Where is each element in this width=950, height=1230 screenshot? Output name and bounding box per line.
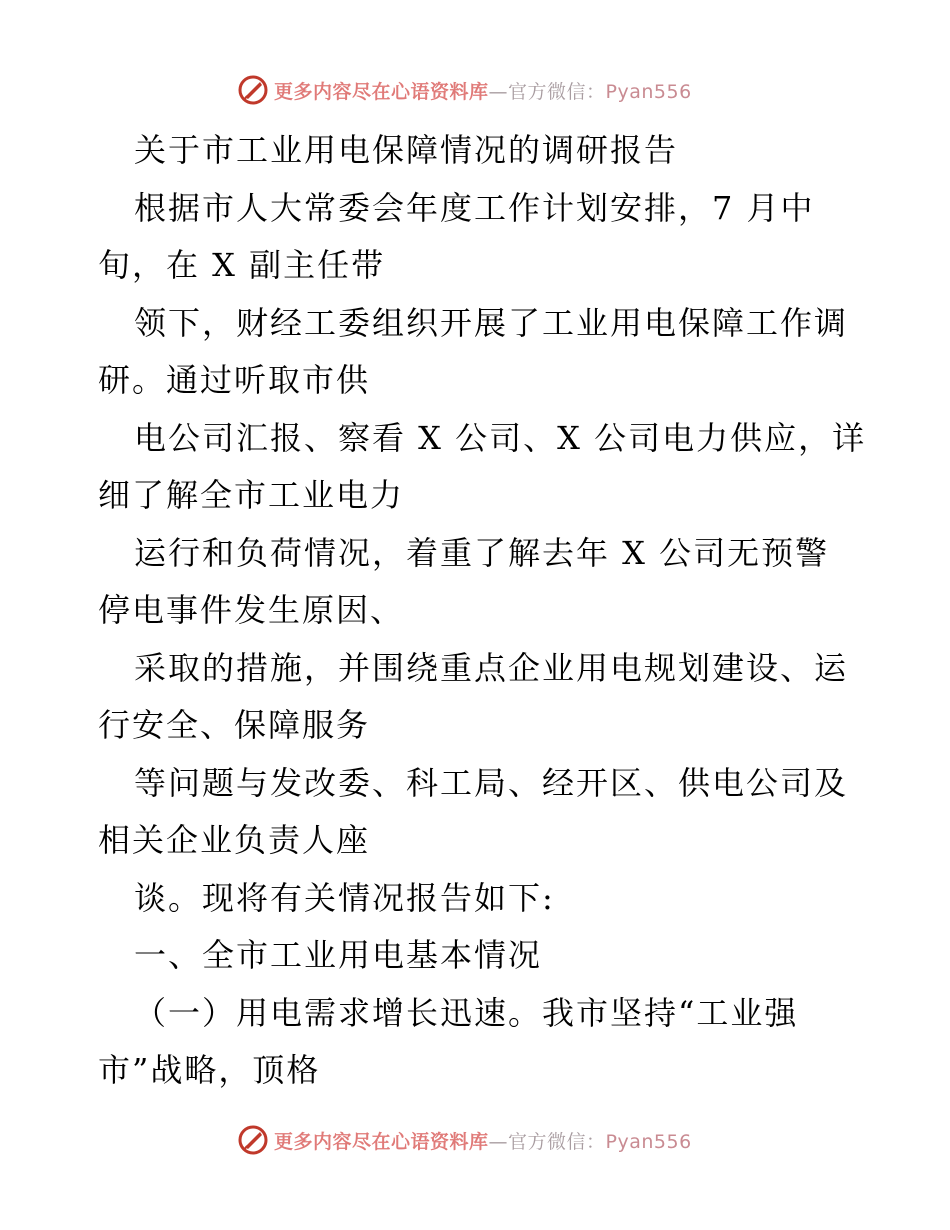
text-line: 相关企业负责人座 <box>98 821 371 859</box>
text-line: （一）用电需求增长迅速。我市坚持“工业强 <box>134 993 799 1032</box>
text-line: 采取的措施，并围绕重点企业用电规划建设、运 <box>134 648 849 687</box>
watermark-text <box>274 1127 692 1154</box>
text-line: 市”战略，顶格 <box>98 1051 321 1089</box>
text-line: 领下，财经工委组织开展了工业用电保障工作调 <box>134 303 849 342</box>
quill-logo-icon <box>236 73 270 107</box>
watermark-footer <box>236 1123 692 1157</box>
quill-logo-icon <box>236 1123 270 1157</box>
text-line: 行安全、保障服务 <box>98 706 371 744</box>
text-line: 等问题与发改委、科工局、经开区、供电公司及 <box>134 763 849 802</box>
text-line: 停电事件发生原因、 <box>98 591 405 629</box>
text-line: 一、全市工业用电基本情况 <box>134 936 543 974</box>
watermark-official: 官方微信： <box>508 1130 606 1153</box>
text-line: 细了解全市工业电力 <box>98 476 405 514</box>
watermark-dash: — <box>488 80 509 103</box>
document-body <box>98 122 868 1100</box>
watermark-wechat-id: Pyan556 <box>605 1130 692 1153</box>
watermark-brand: 更多内容尽在心语资料库 <box>274 80 489 103</box>
text-line: 研。通过听取市供 <box>98 361 371 399</box>
text-line: 电公司汇报、察看 X 公司、X 公司电力供应，详 <box>134 418 867 457</box>
watermark-brand: 更多内容尽在心语资料库 <box>274 1130 489 1153</box>
text-line: 谈。现将有关情况报告如下: <box>134 878 555 917</box>
watermark-wechat-id: Pyan556 <box>605 80 692 103</box>
text-line: 根据市人大常委会年度工作计划安排，7 月中 <box>134 188 815 227</box>
watermark-dash: — <box>488 1130 509 1153</box>
text-line: 运行和负荷情况，着重了解去年 X 公司无预警 <box>134 533 830 572</box>
watermark-header <box>236 73 692 107</box>
watermark-official: 官方微信： <box>508 80 606 103</box>
text-line: 关于市工业用电保障情况的调研报告 <box>134 131 679 169</box>
text-line: 旬，在 X 副主任带 <box>98 246 386 284</box>
watermark-text <box>274 77 692 104</box>
